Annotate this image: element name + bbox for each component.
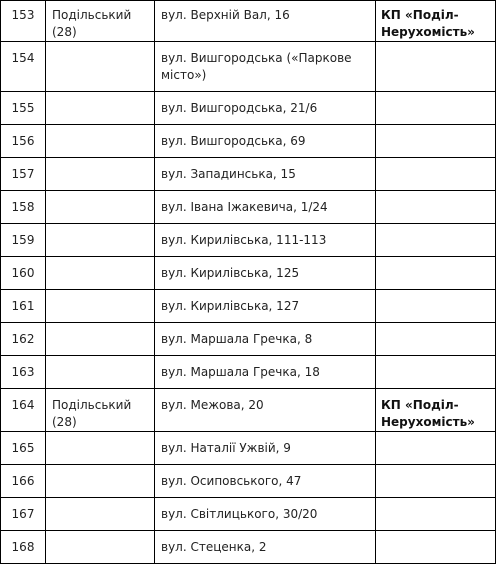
district-label: Подільський (28): [52, 398, 132, 429]
address-cell: вул. Осиповського, 47: [155, 465, 376, 498]
table-row: [1, 92, 496, 125]
table-row: [1, 1, 496, 42]
district-cell-continued: [46, 465, 155, 498]
organization-cell-continued: [376, 125, 496, 158]
row-number: 159: [1, 224, 46, 257]
organization-cell-continued: [376, 158, 496, 191]
district-cell-continued: [46, 42, 155, 92]
table-row: [1, 224, 496, 257]
district-cell-continued: [46, 257, 155, 290]
organization-cell-continued: [376, 323, 496, 356]
organization-cell-continued: [376, 92, 496, 125]
address-cell: вул. Івана Іжакевича, 1/24: [155, 191, 376, 224]
address-cell: вул. Кирилівська, 111-113: [155, 224, 376, 257]
table-row: [1, 42, 496, 92]
organization-cell-continued: [376, 290, 496, 323]
address-cell: вул. Вишгородська, 21/6: [155, 92, 376, 125]
row-number: 168: [1, 531, 46, 564]
organization-cell-continued: [376, 432, 496, 465]
row-number: 154: [1, 42, 46, 92]
address-cell: вул. Світлицького, 30/20: [155, 498, 376, 531]
table-row: [1, 257, 496, 290]
row-number: 158: [1, 191, 46, 224]
district-cell-continued: [46, 125, 155, 158]
table-row: [1, 290, 496, 323]
table-row: [1, 531, 496, 564]
district-label: Подільський (28): [52, 8, 132, 39]
table-row: [1, 323, 496, 356]
address-cell: вул. Маршала Гречка, 8: [155, 323, 376, 356]
organization-cell-continued: [376, 465, 496, 498]
address-cell: вул. Наталії Ужвій, 9: [155, 432, 376, 465]
row-number: 153: [1, 1, 46, 42]
address-cell: вул. Стеценка, 2: [155, 531, 376, 564]
address-cell: вул. Западинська, 15: [155, 158, 376, 191]
row-number: 167: [1, 498, 46, 531]
table-row: [1, 191, 496, 224]
organization-cell-continued: [376, 257, 496, 290]
organization-cell: [376, 389, 496, 432]
organization-cell-continued: [376, 498, 496, 531]
row-number: 161: [1, 290, 46, 323]
district-cell-continued: [46, 92, 155, 125]
row-number: 156: [1, 125, 46, 158]
district-cell-continued: [46, 224, 155, 257]
district-cell-continued: [46, 356, 155, 389]
organization-cell: [376, 1, 496, 42]
row-number: 166: [1, 465, 46, 498]
organization-label: КП «Поділ-Нерухомість»: [381, 8, 475, 39]
organization-cell-continued: [376, 42, 496, 92]
district-cell-continued: [46, 191, 155, 224]
table-row: [1, 125, 496, 158]
organization-label: КП «Поділ-Нерухомість»: [381, 398, 475, 429]
district-cell: [46, 389, 155, 432]
address-cell: вул. Верхній Вал, 16: [155, 1, 376, 42]
address-cell: вул. Межова, 20: [155, 389, 376, 432]
table-row: [1, 498, 496, 531]
row-number: 155: [1, 92, 46, 125]
row-number: 157: [1, 158, 46, 191]
district-cell-continued: [46, 531, 155, 564]
table-row: [1, 389, 496, 432]
table-row: [1, 356, 496, 389]
organization-cell-continued: [376, 191, 496, 224]
district-cell-continued: [46, 323, 155, 356]
address-cell: вул. Кирилівська, 127: [155, 290, 376, 323]
table-row: [1, 465, 496, 498]
organization-cell-continued: [376, 356, 496, 389]
row-number: 163: [1, 356, 46, 389]
organization-cell-continued: [376, 531, 496, 564]
district-cell-continued: [46, 158, 155, 191]
address-cell: вул. Вишгородська («Паркове місто»): [155, 42, 376, 92]
address-cell: вул. Вишгородська, 69: [155, 125, 376, 158]
row-number: 160: [1, 257, 46, 290]
address-cell: вул. Маршала Гречка, 18: [155, 356, 376, 389]
district-cell-continued: [46, 498, 155, 531]
row-number: 165: [1, 432, 46, 465]
district-cell: [46, 1, 155, 42]
row-number: 162: [1, 323, 46, 356]
organization-cell-continued: [376, 224, 496, 257]
table-row: [1, 432, 496, 465]
row-number: 164: [1, 389, 46, 432]
table-row: [1, 158, 496, 191]
district-cell-continued: [46, 290, 155, 323]
address-cell: вул. Кирилівська, 125: [155, 257, 376, 290]
district-cell-continued: [46, 432, 155, 465]
